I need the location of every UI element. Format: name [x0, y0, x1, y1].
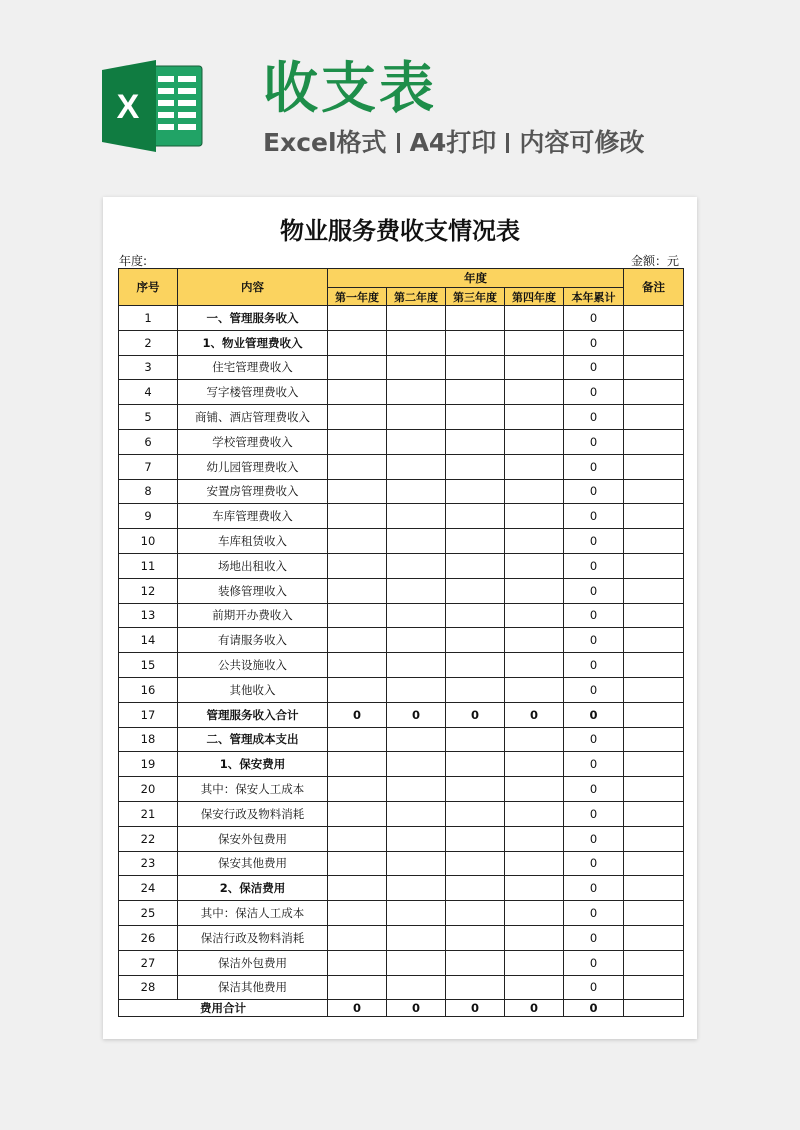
table-row	[119, 752, 684, 777]
table-row	[119, 876, 684, 901]
row-cumulative: 0	[564, 851, 624, 876]
table-row	[119, 405, 684, 430]
row-q2	[387, 677, 446, 702]
row-cumulative: 0	[564, 975, 624, 1000]
row-q4	[505, 851, 564, 876]
table-row	[119, 330, 684, 355]
row-index: 19	[119, 752, 178, 777]
row-q1	[328, 628, 387, 653]
row-q3	[446, 380, 505, 405]
row-q4	[505, 727, 564, 752]
total-q3: 0	[446, 1000, 505, 1017]
row-remark	[624, 603, 684, 628]
row-remark	[624, 628, 684, 653]
row-content: 2、保洁费用	[178, 876, 328, 901]
row-cumulative: 0	[564, 603, 624, 628]
table-row	[119, 950, 684, 975]
row-cumulative: 0	[564, 330, 624, 355]
row-q1	[328, 801, 387, 826]
row-content: 车库租赁收入	[178, 529, 328, 554]
row-remark	[624, 479, 684, 504]
row-cumulative: 0	[564, 380, 624, 405]
row-q4	[505, 306, 564, 331]
row-q1	[328, 529, 387, 554]
total-remark	[624, 1000, 684, 1017]
table-row	[119, 454, 684, 479]
row-index: 25	[119, 901, 178, 926]
table-row	[119, 628, 684, 653]
row-q3	[446, 603, 505, 628]
row-index: 28	[119, 975, 178, 1000]
row-q4	[505, 504, 564, 529]
row-remark	[624, 405, 684, 430]
row-q3	[446, 355, 505, 380]
subtitle-format: Excel格式	[263, 128, 387, 157]
row-content: 二、管理成本支出	[178, 727, 328, 752]
row-q2	[387, 851, 446, 876]
row-index: 20	[119, 777, 178, 802]
table-row	[119, 653, 684, 678]
row-cumulative: 0	[564, 405, 624, 430]
row-index: 1	[119, 306, 178, 331]
row-remark	[624, 355, 684, 380]
row-q1	[328, 380, 387, 405]
row-cumulative: 0	[564, 826, 624, 851]
row-remark	[624, 777, 684, 802]
document-title: 物业服务费收支情况表	[280, 217, 520, 245]
excel-logo-icon	[102, 60, 204, 152]
row-cumulative: 0	[564, 801, 624, 826]
row-q3	[446, 975, 505, 1000]
row-q2	[387, 380, 446, 405]
row-q1	[328, 950, 387, 975]
row-q1	[328, 479, 387, 504]
row-q2	[387, 504, 446, 529]
row-q2	[387, 752, 446, 777]
row-index: 7	[119, 454, 178, 479]
table-row	[119, 777, 684, 802]
row-cumulative: 0	[564, 752, 624, 777]
row-q1	[328, 355, 387, 380]
row-q4	[505, 752, 564, 777]
table-row	[119, 925, 684, 950]
row-q4	[505, 479, 564, 504]
row-q4	[505, 405, 564, 430]
row-q3	[446, 677, 505, 702]
row-remark	[624, 851, 684, 876]
row-q1	[328, 901, 387, 926]
row-q2	[387, 578, 446, 603]
row-q3	[446, 429, 505, 454]
row-content: 车库管理费收入	[178, 504, 328, 529]
hero-title: 收支表	[263, 56, 438, 120]
table-row	[119, 479, 684, 504]
row-q1	[328, 727, 387, 752]
row-remark	[624, 801, 684, 826]
row-q2	[387, 454, 446, 479]
row-index: 12	[119, 578, 178, 603]
subtitle-separator	[397, 133, 400, 153]
row-q3	[446, 876, 505, 901]
row-q1	[328, 876, 387, 901]
row-cumulative: 0	[564, 529, 624, 554]
row-q2	[387, 876, 446, 901]
row-index: 23	[119, 851, 178, 876]
row-remark	[624, 975, 684, 1000]
row-q4	[505, 429, 564, 454]
row-remark	[624, 826, 684, 851]
row-q3	[446, 801, 505, 826]
row-q2	[387, 306, 446, 331]
row-content: 1、保安费用	[178, 752, 328, 777]
table-row	[119, 603, 684, 628]
row-cumulative: 0	[564, 628, 624, 653]
row-q1	[328, 553, 387, 578]
row-q1	[328, 603, 387, 628]
row-content: 其中：保安人工成本	[178, 777, 328, 802]
row-index: 3	[119, 355, 178, 380]
row-content: 1、物业管理费收入	[178, 330, 328, 355]
table-row	[119, 901, 684, 926]
row-content: 保洁行政及物料消耗	[178, 925, 328, 950]
row-q2	[387, 975, 446, 1000]
row-remark	[624, 306, 684, 331]
row-content: 保洁外包费用	[178, 950, 328, 975]
row-index: 21	[119, 801, 178, 826]
table-row	[119, 702, 684, 727]
row-q3	[446, 529, 505, 554]
row-q3	[446, 578, 505, 603]
row-index: 5	[119, 405, 178, 430]
row-q3	[446, 479, 505, 504]
row-content: 其他收入	[178, 677, 328, 702]
row-q1	[328, 454, 387, 479]
row-content: 公共设施收入	[178, 653, 328, 678]
hero-subtitle	[263, 127, 644, 159]
row-q2	[387, 429, 446, 454]
row-q2	[387, 479, 446, 504]
row-q4	[505, 925, 564, 950]
row-q1	[328, 578, 387, 603]
row-q4	[505, 950, 564, 975]
header-year-group: 年度	[328, 269, 624, 288]
row-q3	[446, 628, 505, 653]
row-cumulative: 0	[564, 553, 624, 578]
row-content: 保安行政及物料消耗	[178, 801, 328, 826]
row-remark	[624, 677, 684, 702]
row-q2	[387, 603, 446, 628]
row-q1	[328, 504, 387, 529]
row-remark	[624, 950, 684, 975]
row-q4	[505, 801, 564, 826]
row-q4	[505, 628, 564, 653]
subtitle-editable: 内容可修改	[519, 128, 645, 157]
row-cumulative: 0	[564, 355, 624, 380]
row-content: 装修管理收入	[178, 578, 328, 603]
row-content: 安置房管理费收入	[178, 479, 328, 504]
row-q1	[328, 777, 387, 802]
row-remark	[624, 553, 684, 578]
total-cumulative: 0	[564, 1000, 624, 1017]
row-index: 22	[119, 826, 178, 851]
row-content: 学校管理费收入	[178, 429, 328, 454]
row-q4	[505, 380, 564, 405]
row-q3	[446, 405, 505, 430]
row-q1	[328, 405, 387, 430]
finance-table	[118, 268, 684, 1017]
row-remark	[624, 925, 684, 950]
table-row	[119, 975, 684, 1000]
table-row	[119, 727, 684, 752]
row-q4	[505, 553, 564, 578]
row-cumulative: 0	[564, 950, 624, 975]
row-q2	[387, 901, 446, 926]
row-q3	[446, 925, 505, 950]
row-q1	[328, 429, 387, 454]
row-cumulative: 0	[564, 306, 624, 331]
row-q2	[387, 777, 446, 802]
row-remark	[624, 752, 684, 777]
subtitle-separator	[506, 133, 509, 153]
row-q4	[505, 901, 564, 926]
row-content: 前期开办费收入	[178, 603, 328, 628]
row-q3	[446, 950, 505, 975]
row-remark	[624, 380, 684, 405]
row-q2	[387, 330, 446, 355]
total-q4: 0	[505, 1000, 564, 1017]
row-cumulative: 0	[564, 925, 624, 950]
table-row	[119, 306, 684, 331]
row-remark	[624, 702, 684, 727]
table-row	[119, 504, 684, 529]
row-content: 保安其他费用	[178, 851, 328, 876]
row-remark	[624, 653, 684, 678]
row-q2	[387, 529, 446, 554]
row-cumulative: 0	[564, 777, 624, 802]
row-q3	[446, 851, 505, 876]
row-cumulative: 0	[564, 702, 624, 727]
row-content: 写字楼管理费收入	[178, 380, 328, 405]
row-q4	[505, 454, 564, 479]
logo-letter: X	[116, 88, 140, 126]
amount-unit-label: 金额：元	[630, 254, 679, 268]
row-index: 2	[119, 330, 178, 355]
row-index: 18	[119, 727, 178, 752]
row-index: 24	[119, 876, 178, 901]
row-q3	[446, 752, 505, 777]
row-q1: 0	[328, 702, 387, 727]
row-q2	[387, 950, 446, 975]
header-cumulative: 本年累计	[564, 288, 624, 306]
table-row	[119, 677, 684, 702]
row-q2	[387, 355, 446, 380]
row-q2: 0	[387, 702, 446, 727]
row-content: 保安外包费用	[178, 826, 328, 851]
row-q4	[505, 653, 564, 678]
row-cumulative: 0	[564, 429, 624, 454]
table-row	[119, 826, 684, 851]
row-remark	[624, 454, 684, 479]
row-remark	[624, 901, 684, 926]
row-content: 幼儿园管理费收入	[178, 454, 328, 479]
row-q1	[328, 826, 387, 851]
row-q2	[387, 727, 446, 752]
row-q4	[505, 603, 564, 628]
row-cumulative: 0	[564, 727, 624, 752]
row-q1	[328, 653, 387, 678]
row-q2	[387, 653, 446, 678]
row-cumulative: 0	[564, 677, 624, 702]
table-row	[119, 578, 684, 603]
row-cumulative: 0	[564, 876, 624, 901]
row-q2	[387, 553, 446, 578]
row-content: 保洁其他费用	[178, 975, 328, 1000]
row-q4	[505, 355, 564, 380]
row-q2	[387, 405, 446, 430]
row-q2	[387, 628, 446, 653]
header-index: 序号	[119, 269, 178, 306]
row-index: 10	[119, 529, 178, 554]
row-q4	[505, 677, 564, 702]
row-content: 场地出租收入	[178, 553, 328, 578]
row-content: 住宅管理费收入	[178, 355, 328, 380]
header-q4: 第四年度	[505, 288, 564, 306]
row-remark	[624, 578, 684, 603]
table-row	[119, 851, 684, 876]
row-q3	[446, 901, 505, 926]
row-content: 其中：保洁人工成本	[178, 901, 328, 926]
row-index: 14	[119, 628, 178, 653]
row-remark	[624, 876, 684, 901]
total-row	[119, 1000, 684, 1017]
row-q4	[505, 330, 564, 355]
row-index: 16	[119, 677, 178, 702]
header-q1: 第一年度	[328, 288, 387, 306]
row-q2	[387, 801, 446, 826]
row-index: 26	[119, 925, 178, 950]
row-cumulative: 0	[564, 578, 624, 603]
row-index: 13	[119, 603, 178, 628]
row-q1	[328, 330, 387, 355]
row-q1	[328, 975, 387, 1000]
total-q2: 0	[387, 1000, 446, 1017]
header-remark: 备注	[624, 269, 684, 306]
total-q1: 0	[328, 1000, 387, 1017]
row-index: 17	[119, 702, 178, 727]
row-remark	[624, 727, 684, 752]
row-cumulative: 0	[564, 901, 624, 926]
row-cumulative: 0	[564, 454, 624, 479]
row-q1	[328, 752, 387, 777]
row-q1	[328, 925, 387, 950]
row-q3: 0	[446, 702, 505, 727]
row-cumulative: 0	[564, 504, 624, 529]
row-q3	[446, 454, 505, 479]
row-q3	[446, 653, 505, 678]
subtitle-print: A4打印	[409, 128, 497, 157]
row-index: 4	[119, 380, 178, 405]
table-row	[119, 355, 684, 380]
row-q4: 0	[505, 702, 564, 727]
row-index: 15	[119, 653, 178, 678]
row-content: 有请服务收入	[178, 628, 328, 653]
row-q3	[446, 553, 505, 578]
table-row	[119, 801, 684, 826]
row-q1	[328, 677, 387, 702]
header-q3: 第三年度	[446, 288, 505, 306]
row-q3	[446, 777, 505, 802]
header-q2: 第二年度	[387, 288, 446, 306]
document-sheet	[103, 197, 697, 1039]
table-row	[119, 380, 684, 405]
row-q3	[446, 504, 505, 529]
row-q4	[505, 975, 564, 1000]
header-content: 内容	[178, 269, 328, 306]
row-content: 商铺、酒店管理费收入	[178, 405, 328, 430]
total-label: 费用合计	[119, 1000, 328, 1017]
row-q4	[505, 876, 564, 901]
row-index: 27	[119, 950, 178, 975]
row-cumulative: 0	[564, 653, 624, 678]
row-index: 6	[119, 429, 178, 454]
row-index: 9	[119, 504, 178, 529]
row-q4	[505, 826, 564, 851]
row-q2	[387, 826, 446, 851]
row-q1	[328, 306, 387, 331]
year-label: 年度:	[119, 254, 148, 268]
table-row	[119, 529, 684, 554]
row-index: 11	[119, 553, 178, 578]
row-q4	[505, 578, 564, 603]
table-row	[119, 553, 684, 578]
row-q3	[446, 727, 505, 752]
row-cumulative: 0	[564, 479, 624, 504]
row-q4	[505, 777, 564, 802]
table-row	[119, 429, 684, 454]
row-q3	[446, 826, 505, 851]
row-content: 一、管理服务收入	[178, 306, 328, 331]
row-q3	[446, 306, 505, 331]
table-body	[119, 306, 684, 1000]
row-remark	[624, 429, 684, 454]
row-index: 8	[119, 479, 178, 504]
row-remark	[624, 504, 684, 529]
row-q3	[446, 330, 505, 355]
row-remark	[624, 529, 684, 554]
row-q1	[328, 851, 387, 876]
row-q2	[387, 925, 446, 950]
row-remark	[624, 330, 684, 355]
row-q4	[505, 529, 564, 554]
row-content: 管理服务收入合计	[178, 702, 328, 727]
